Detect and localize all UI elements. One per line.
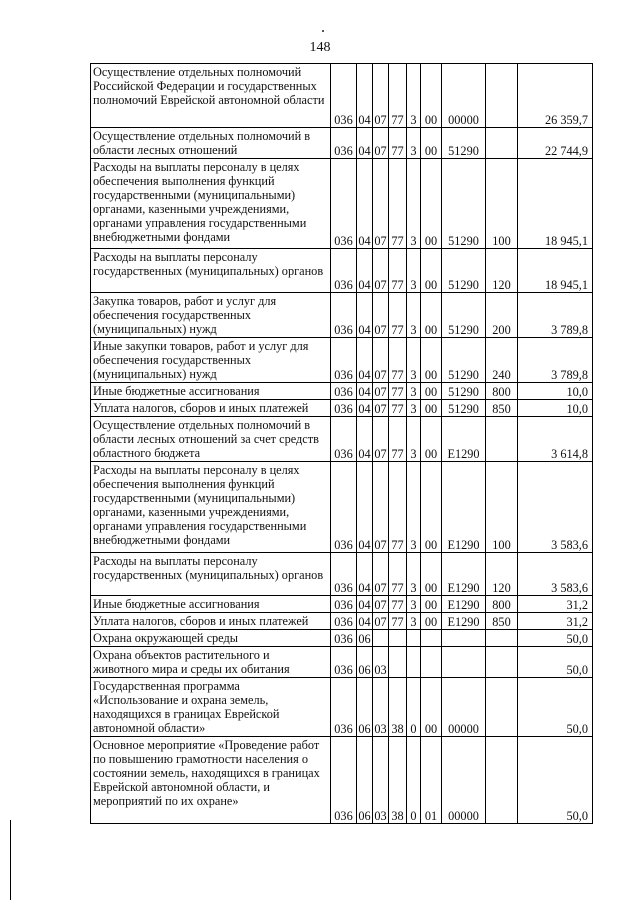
section-code: 04 <box>357 249 373 293</box>
page-number: 148 <box>309 40 331 55</box>
row-name: Охрана объектов растительного и животного мира и среды их обитания <box>91 647 331 678</box>
section-code: 04 <box>357 417 373 462</box>
row-name: Иные бюджетные ассигнования <box>91 383 331 400</box>
expense-type-code <box>486 417 518 462</box>
subsection-code: 07 <box>373 596 389 613</box>
section-code: 04 <box>357 128 373 159</box>
program-code: 38 <box>389 737 407 824</box>
section-code: 04 <box>357 383 373 400</box>
table-row <box>91 613 593 630</box>
target-code: E1290 <box>442 417 486 462</box>
target-code: 00000 <box>442 678 486 737</box>
expense-type-code: 200 <box>486 293 518 338</box>
program-code <box>389 647 407 678</box>
subprogram-code: 3 <box>407 417 421 462</box>
target-code: 51290 <box>442 293 486 338</box>
target-code: E1290 <box>442 613 486 630</box>
subprogram-code: 3 <box>407 596 421 613</box>
table-row <box>91 553 593 596</box>
ministry-code: 036 <box>331 647 357 678</box>
subprogram-code: 3 <box>407 128 421 159</box>
amount: 50,0 <box>518 737 593 824</box>
subprogram-code: 3 <box>407 613 421 630</box>
budget-table <box>90 63 593 824</box>
target-code: E1290 <box>442 596 486 613</box>
program-code: 77 <box>389 596 407 613</box>
subsection-code: 07 <box>373 462 389 553</box>
subprogram-code: 3 <box>407 383 421 400</box>
subsection-code: 07 <box>373 249 389 293</box>
amount: 10,0 <box>518 383 593 400</box>
amount: 3 789,8 <box>518 338 593 383</box>
program-code: 77 <box>389 338 407 383</box>
expense-type-code: 850 <box>486 400 518 417</box>
amount: 26 359,7 <box>518 64 593 128</box>
subprogram-code: 3 <box>407 462 421 553</box>
table-row <box>91 737 593 824</box>
program-code: 77 <box>389 128 407 159</box>
amount: 3 614,8 <box>518 417 593 462</box>
subsection-code: 07 <box>373 159 389 249</box>
table-row <box>91 400 593 417</box>
expense-type-code: 800 <box>486 596 518 613</box>
section-code: 04 <box>357 400 373 417</box>
subprogram-code: 0 <box>407 678 421 737</box>
amount: 10,0 <box>518 400 593 417</box>
row-name: Расходы на выплаты персоналу в целях обеспечения выполнения функций государственными (муниципальными) органами, казенными учреждениями, органами управления государственными внебюджетными фондами <box>91 159 331 249</box>
row-name: Уплата налогов, сборов и иных платежей <box>91 613 331 630</box>
program-code: 77 <box>389 159 407 249</box>
table-row <box>91 159 593 249</box>
program-code: 77 <box>389 249 407 293</box>
row-name: Уплата налогов, сборов и иных платежей <box>91 400 331 417</box>
amount: 18 945,1 <box>518 159 593 249</box>
expense-type-code <box>486 128 518 159</box>
expense-type-code: 800 <box>486 383 518 400</box>
row-name: Государственная программа «Использование и охрана земель, находящихся в границах Еврейской автономной области» <box>91 678 331 737</box>
group-code: 00 <box>421 596 442 613</box>
table-body <box>91 64 593 824</box>
expense-type-code <box>486 647 518 678</box>
expense-type-code: 240 <box>486 338 518 383</box>
row-name: Осуществление отдельных полномочий в области лесных отношений за счет средств областного бюджета <box>91 417 331 462</box>
target-code: 51290 <box>442 159 486 249</box>
amount: 50,0 <box>518 630 593 647</box>
margin-line <box>10 820 11 900</box>
amount: 22 744,9 <box>518 128 593 159</box>
table-row <box>91 249 593 293</box>
target-code: E1290 <box>442 553 486 596</box>
row-name: Осуществление отдельных полномочий Российской Федерации и государственных полномочий Еврейской автономной области <box>91 64 331 128</box>
ministry-code: 036 <box>331 630 357 647</box>
program-code: 77 <box>389 613 407 630</box>
section-code: 04 <box>357 293 373 338</box>
ministry-code: 036 <box>331 417 357 462</box>
subprogram-code: 3 <box>407 338 421 383</box>
expense-type-code: 850 <box>486 613 518 630</box>
amount: 3 789,8 <box>518 293 593 338</box>
subprogram-code: 3 <box>407 159 421 249</box>
amount: 18 945,1 <box>518 249 593 293</box>
row-name: Осуществление отдельных полномочий в области лесных отношений <box>91 128 331 159</box>
expense-type-code: 100 <box>486 159 518 249</box>
expense-type-code <box>486 64 518 128</box>
table-row <box>91 678 593 737</box>
section-code: 04 <box>357 553 373 596</box>
subsection-code: 03 <box>373 647 389 678</box>
group-code: 00 <box>421 400 442 417</box>
subprogram-code: 3 <box>407 553 421 596</box>
section-code: 06 <box>357 737 373 824</box>
ministry-code: 036 <box>331 462 357 553</box>
target-code: E1290 <box>442 462 486 553</box>
subprogram-code: 3 <box>407 64 421 128</box>
subsection-code: 07 <box>373 338 389 383</box>
group-code: 00 <box>421 293 442 338</box>
target-code: 00000 <box>442 737 486 824</box>
group-code: 00 <box>421 678 442 737</box>
subsection-code: 07 <box>373 64 389 128</box>
ministry-code: 036 <box>331 613 357 630</box>
group-code <box>421 630 442 647</box>
program-code: 77 <box>389 383 407 400</box>
group-code: 01 <box>421 737 442 824</box>
expense-type-code: 120 <box>486 249 518 293</box>
ministry-code: 036 <box>331 293 357 338</box>
section-code: 06 <box>357 647 373 678</box>
ministry-code: 036 <box>331 678 357 737</box>
section-code: 06 <box>357 630 373 647</box>
group-code <box>421 647 442 678</box>
subprogram-code: 3 <box>407 249 421 293</box>
subprogram-code: 3 <box>407 400 421 417</box>
row-name: Иные закупки товаров, работ и услуг для обеспечения государственных (муниципальных) нужд <box>91 338 331 383</box>
subsection-code: 07 <box>373 417 389 462</box>
row-name: Основное мероприятие «Проведение работ по повышению грамотности населения о состоянии земель, находящихся в границах Еврейской автономной области, и мероприятий по их охране» <box>91 737 331 824</box>
group-code: 00 <box>421 383 442 400</box>
subprogram-code: 0 <box>407 737 421 824</box>
amount: 3 583,6 <box>518 553 593 596</box>
row-name: Расходы на выплаты персоналу государственных (муниципальных) органов <box>91 249 331 293</box>
amount: 50,0 <box>518 678 593 737</box>
amount: 31,2 <box>518 613 593 630</box>
target-code: 51290 <box>442 383 486 400</box>
target-code <box>442 647 486 678</box>
subsection-code: 07 <box>373 613 389 630</box>
expense-type-code <box>486 737 518 824</box>
ministry-code: 036 <box>331 596 357 613</box>
program-code: 77 <box>389 417 407 462</box>
group-code: 00 <box>421 249 442 293</box>
subsection-code: 07 <box>373 128 389 159</box>
group-code: 00 <box>421 338 442 383</box>
scan-speck <box>322 30 324 32</box>
ministry-code: 036 <box>331 400 357 417</box>
target-code: 51290 <box>442 128 486 159</box>
table-row <box>91 128 593 159</box>
program-code: 77 <box>389 462 407 553</box>
table-row <box>91 417 593 462</box>
table-row <box>91 596 593 613</box>
group-code: 00 <box>421 553 442 596</box>
group-code: 00 <box>421 64 442 128</box>
target-code: 51290 <box>442 249 486 293</box>
section-code: 04 <box>357 596 373 613</box>
row-name: Расходы на выплаты персоналу в целях обеспечения выполнения функций государственными (муниципальными) органами, казенными учреждениями, органами управления государственными внебюджетными фондами <box>91 462 331 553</box>
program-code: 77 <box>389 553 407 596</box>
section-code: 04 <box>357 64 373 128</box>
program-code <box>389 630 407 647</box>
amount: 31,2 <box>518 596 593 613</box>
subprogram-code: 3 <box>407 293 421 338</box>
subprogram-code <box>407 647 421 678</box>
target-code: 51290 <box>442 400 486 417</box>
ministry-code: 036 <box>331 338 357 383</box>
table-row <box>91 383 593 400</box>
target-code: 51290 <box>442 338 486 383</box>
table-row <box>91 647 593 678</box>
ministry-code: 036 <box>331 128 357 159</box>
row-name: Расходы на выплаты персоналу государственных (муниципальных) органов <box>91 553 331 596</box>
subsection-code: 07 <box>373 383 389 400</box>
program-code: 38 <box>389 678 407 737</box>
subsection-code: 07 <box>373 400 389 417</box>
subsection-code <box>373 630 389 647</box>
expense-type-code <box>486 630 518 647</box>
ministry-code: 036 <box>331 383 357 400</box>
table-row <box>91 462 593 553</box>
target-code <box>442 630 486 647</box>
subsection-code: 03 <box>373 678 389 737</box>
program-code: 77 <box>389 293 407 338</box>
amount: 50,0 <box>518 647 593 678</box>
row-name: Закупка товаров, работ и услуг для обеспечения государственных (муниципальных) нужд <box>91 293 331 338</box>
group-code: 00 <box>421 613 442 630</box>
table-row <box>91 293 593 338</box>
group-code: 00 <box>421 417 442 462</box>
section-code: 04 <box>357 462 373 553</box>
expense-type-code <box>486 678 518 737</box>
expense-type-code: 100 <box>486 462 518 553</box>
ministry-code: 036 <box>331 249 357 293</box>
row-name: Иные бюджетные ассигнования <box>91 596 331 613</box>
table-row <box>91 630 593 647</box>
subsection-code: 03 <box>373 737 389 824</box>
target-code: 00000 <box>442 64 486 128</box>
ministry-code: 036 <box>331 159 357 249</box>
table-row <box>91 64 593 128</box>
expense-type-code: 120 <box>486 553 518 596</box>
program-code: 77 <box>389 64 407 128</box>
section-code: 06 <box>357 678 373 737</box>
group-code: 00 <box>421 128 442 159</box>
group-code: 00 <box>421 462 442 553</box>
ministry-code: 036 <box>331 64 357 128</box>
ministry-code: 036 <box>331 737 357 824</box>
row-name: Охрана окружающей среды <box>91 630 331 647</box>
group-code: 00 <box>421 159 442 249</box>
amount: 3 583,6 <box>518 462 593 553</box>
subsection-code: 07 <box>373 293 389 338</box>
section-code: 04 <box>357 613 373 630</box>
table-row <box>91 338 593 383</box>
section-code: 04 <box>357 159 373 249</box>
subprogram-code <box>407 630 421 647</box>
ministry-code: 036 <box>331 553 357 596</box>
section-code: 04 <box>357 338 373 383</box>
subsection-code: 07 <box>373 553 389 596</box>
program-code: 77 <box>389 400 407 417</box>
